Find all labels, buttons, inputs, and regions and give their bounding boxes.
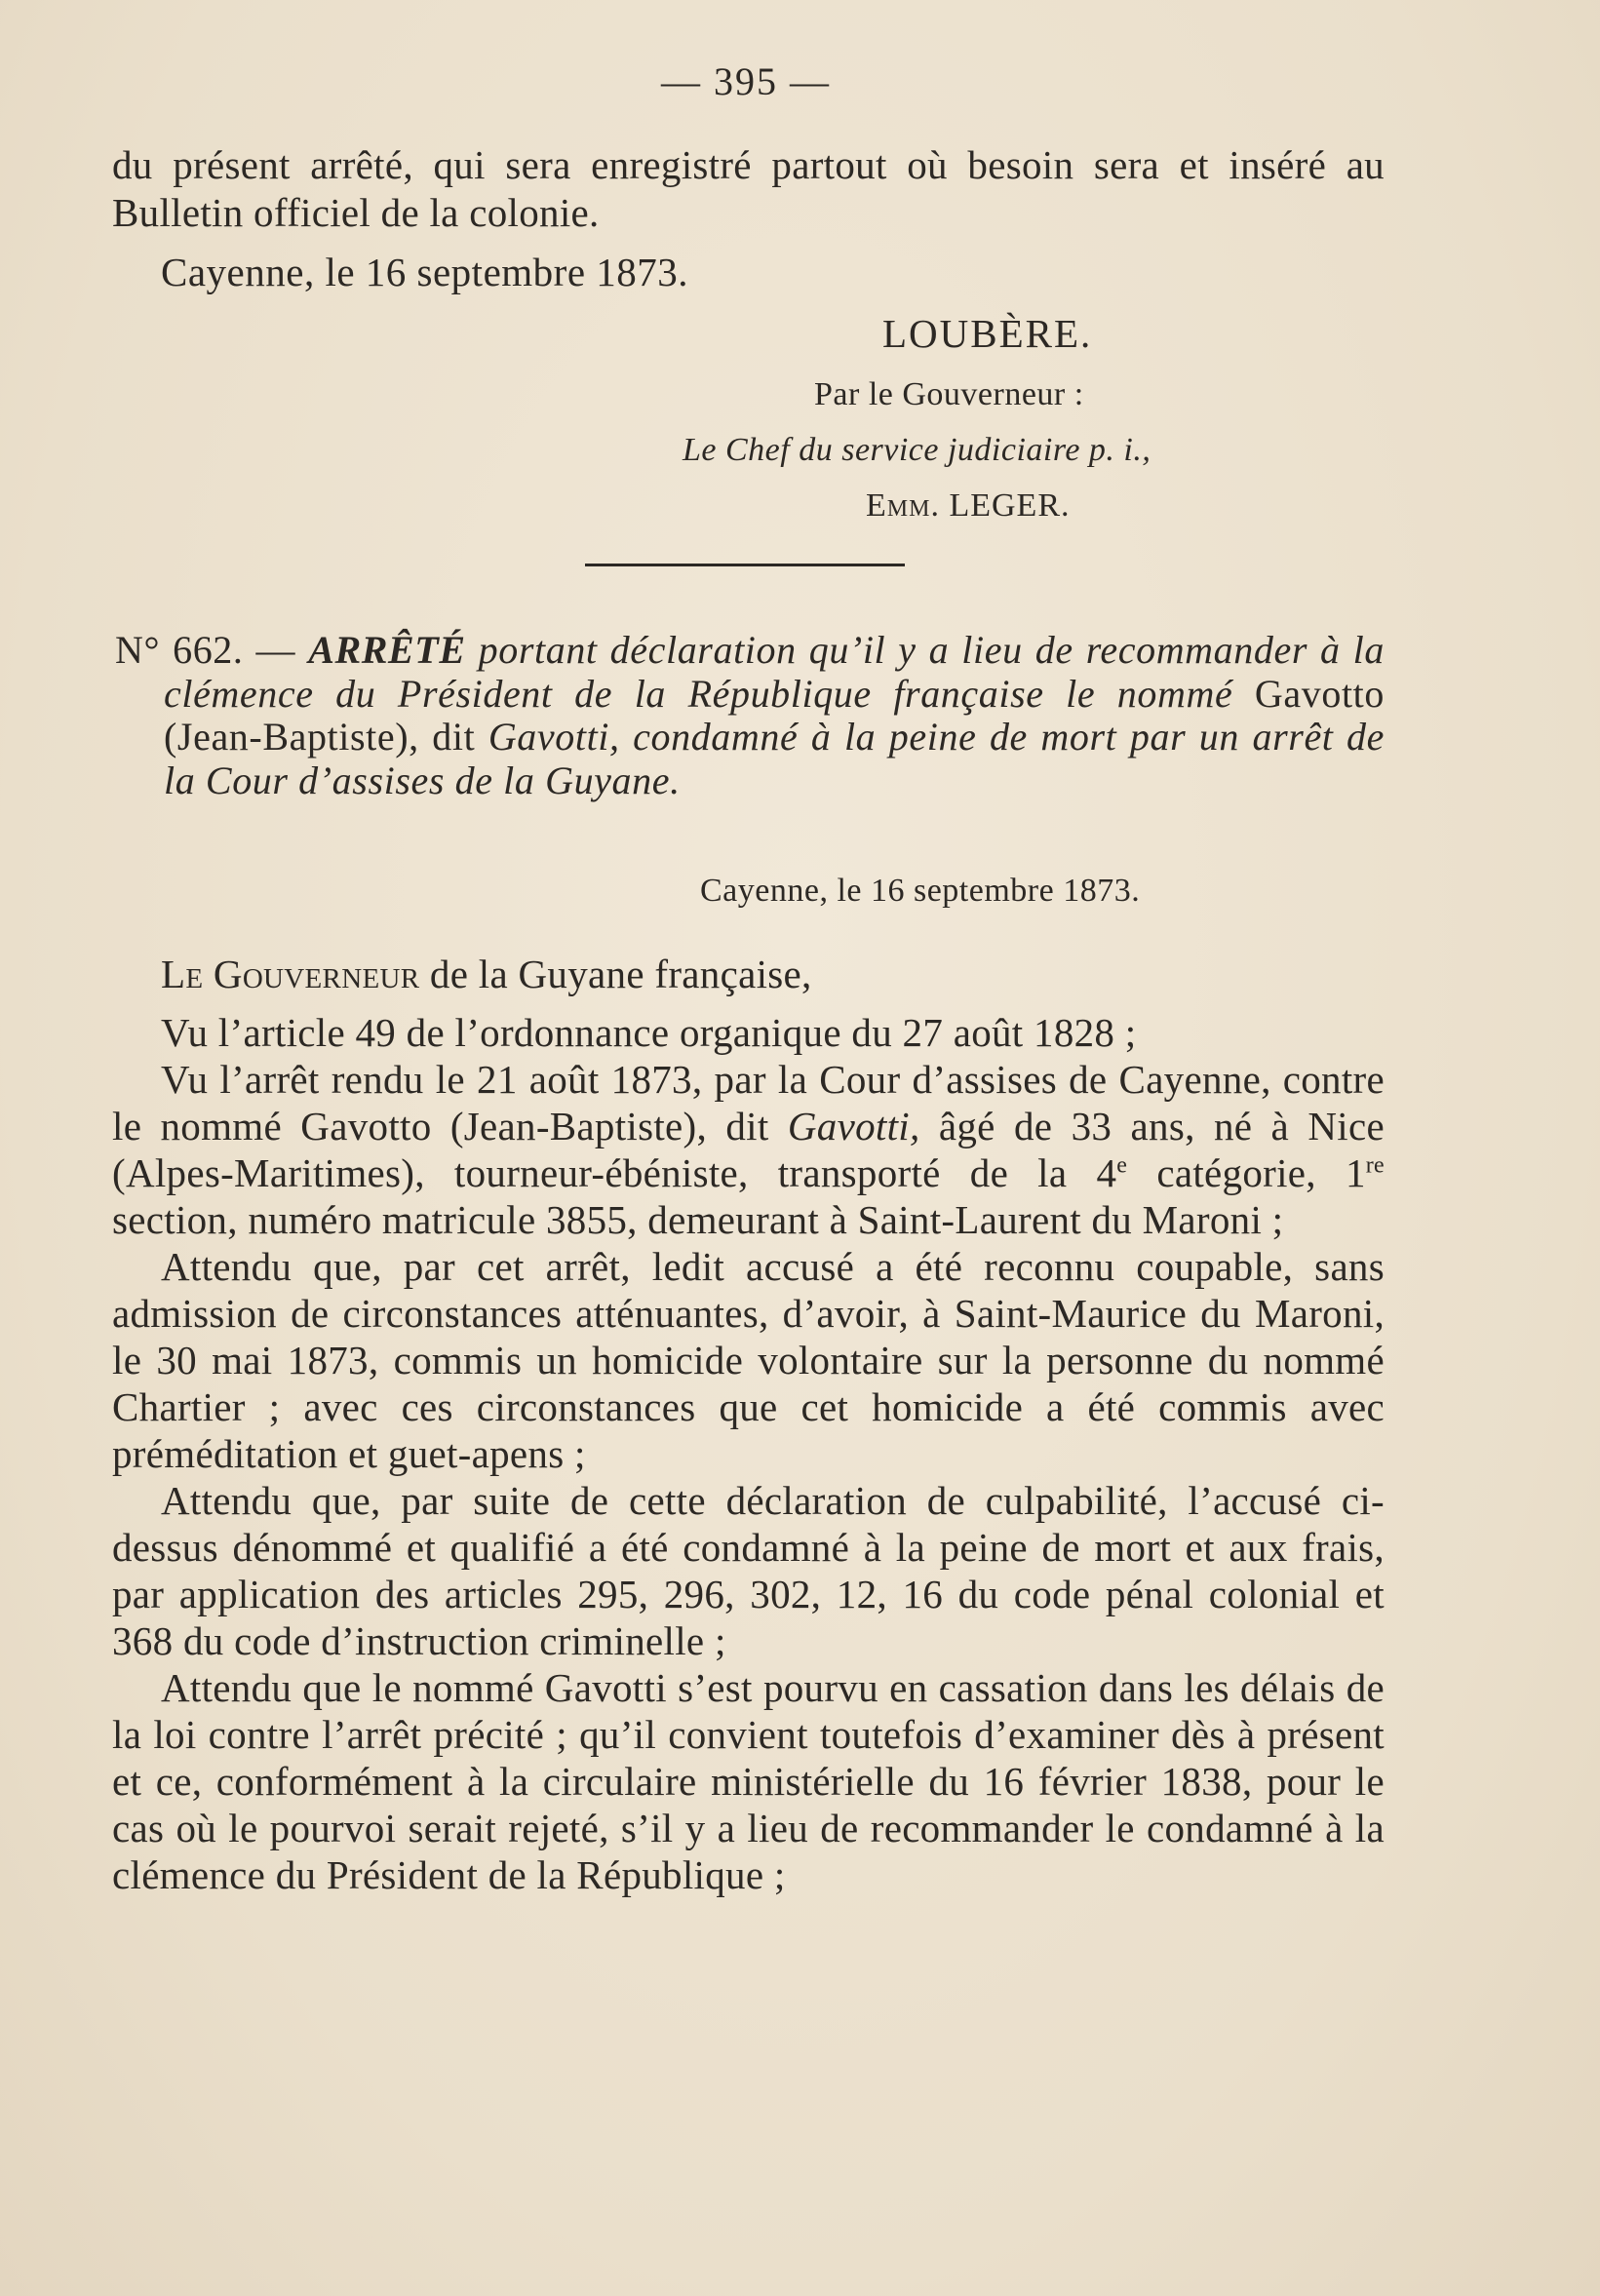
decree-dash: — (255, 628, 296, 672)
chef-service-line: Le Chef du service judiciaire p. i., (683, 432, 1151, 468)
vu-arret-alias: Gavotti, (787, 1104, 920, 1148)
decree-alias: Gavotti, (488, 715, 620, 759)
vu-article: Vu l’article 49 de l’ordonnance organique du 27 août 1828 ; (161, 1010, 1137, 1055)
signatory-last-name: LEGER. (949, 487, 1071, 524)
decree-dateline: Cayenne, le 16 septembre 1873. (700, 873, 1141, 909)
superscript-re: re (1365, 1152, 1385, 1179)
vu-arret-part3: catégorie, 1 (1156, 1150, 1366, 1195)
superscript-e: e (1116, 1152, 1128, 1179)
attendu-second: Attendu que, par suite de cette déclaration de culpabilité, l’accusé ci-dessus dénommé et qualifié a été condamné à la peine de mort et aux frais, par application des articles 295, 296, 302, 12, 16 du code pénal colonial et 368 du code d’instruction criminelle ; (112, 1478, 1385, 1663)
vu-arret-part4: section, numéro matricule 3855, demeurant à Saint-Laurent du Maroni ; (112, 1197, 1284, 1242)
authority-title: Le Gouverneur (161, 952, 420, 996)
authority-rest: de la Guyane française, (429, 952, 812, 996)
decree-title (115, 629, 1385, 802)
authority-line (112, 951, 1385, 997)
page-number: — 395 — (661, 59, 831, 103)
closing-text: du présent arrêté, qui sera enregistré partout où besoin sera et inséré au Bulletin officiel de la colonie. (112, 142, 1385, 235)
signatory-first-name: Emm. (866, 487, 940, 524)
signatory-name (866, 487, 1071, 525)
decree-condemned-name: Gavotto (Jean-Baptiste), dit (164, 671, 1385, 759)
par-le-gouverneur: Par le Gouverneur : (814, 376, 1084, 412)
decree-title-part2: condamné à la peine de mort par un arrêt de la Cour d’assises de la Guyane. (164, 715, 1385, 802)
decree-title-word: ARRÊTÉ (308, 628, 466, 672)
attendu-third: Attendu que le nommé Gavotti s’est pourvu en cassation dans les délais de la loi contre l’arrêt précité ; qu’il convient toutefois d’examiner dès à présent et ce, conformément à la circulaire ministérielle du 16 février 1838, pour le cas où le pourvoi serait rejeté, s’il y a lieu de recommander le condamné à la clémence du Président de la République ; (112, 1665, 1385, 1897)
attendu-first: Attendu que, par cet arrêt, ledit accusé a été reconnu coupable, sans admission de circonstances atténuantes, d’avoir, à Saint-Maurice du Maroni, le 30 mai 1873, commis un homicide volontaire sur la personne du nommé Chartier ; avec ces circonstances que cet homicide a été commis avec préméditation et guet-apens ; (112, 1244, 1385, 1476)
decree-number: N° 662. (115, 628, 244, 672)
vu-arret (112, 1056, 1385, 1243)
section-divider (585, 564, 905, 566)
previous-decree-closing (112, 141, 1385, 236)
vu-arret-part1: Vu l’arrêt rendu le 21 août 1873, par la Cour d’assises de Cayenne, contre le nommé Gavotto (Jean-Baptiste), dit (112, 1057, 1385, 1148)
governor-signature: LOUBÈRE. (882, 311, 1093, 356)
previous-decree-dateline: Cayenne, le 16 septembre 1873. (161, 250, 689, 294)
vu-arret-part2: âgé de 33 ans, né à Nice (Alpes-Maritimes), tourneur-ébéniste, transporté de la 4 (112, 1104, 1385, 1195)
decree-body (112, 951, 1385, 1898)
decree-title-part1: portant déclaration qu’il y a lieu de recommander à la clémence du Président de la République française le nommé (164, 628, 1385, 716)
